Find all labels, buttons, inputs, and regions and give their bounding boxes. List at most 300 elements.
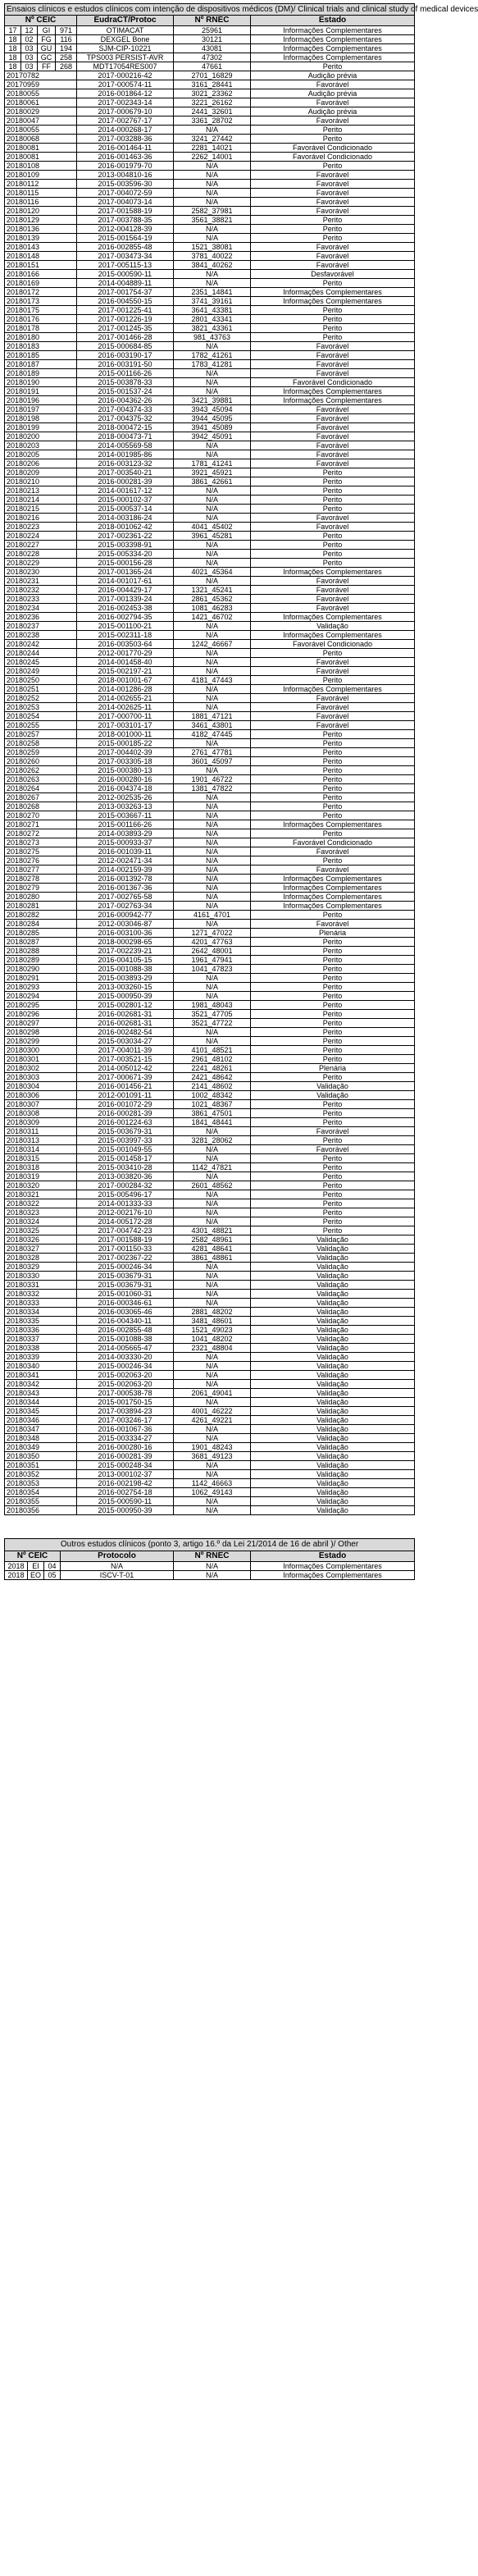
ceic-year: 18 <box>5 35 21 44</box>
eudract-cell: 2017-004072-59 <box>77 189 174 198</box>
table-row <box>5 44 415 53</box>
status-cell: Favorável <box>251 523 415 532</box>
table-row <box>5 288 415 297</box>
rnec-cell: N/A <box>174 838 251 847</box>
ceic-cell: 20180206 <box>5 459 77 468</box>
rnec-cell: N/A <box>174 811 251 820</box>
ceic-number: 04 <box>44 1562 61 1571</box>
ceic-cell: 20180289 <box>5 956 77 965</box>
eudract-cell: 2017-004374-33 <box>77 405 174 414</box>
status-cell: Validação <box>251 1470 415 1479</box>
ceic-cell: 20180231 <box>5 577 77 586</box>
ceic-cell: 20180047 <box>5 116 77 126</box>
table-row <box>5 622 415 631</box>
ceic-year: 18 <box>5 62 21 71</box>
rnec-cell: 47661 <box>174 62 251 71</box>
rnec-cell: N/A <box>174 198 251 207</box>
table-row <box>5 748 415 757</box>
table-row <box>5 1226 415 1235</box>
table-row <box>5 26 415 35</box>
status-cell: Validação <box>251 1461 415 1470</box>
table-row <box>5 965 415 974</box>
status-cell: Validação <box>251 1082 415 1091</box>
eudract-cell: 2014-002159-39 <box>77 866 174 875</box>
ceic-cell: 20180260 <box>5 757 77 766</box>
rnec-cell: 1041_47823 <box>174 965 251 974</box>
table-row <box>5 640 415 649</box>
table-row <box>5 875 415 884</box>
ceic-code: EO <box>28 1571 44 1580</box>
rnec-cell: N/A <box>174 793 251 802</box>
ceic-cell: 20180348 <box>5 1434 77 1443</box>
protocol-cell: DEXGEL Bone <box>77 35 174 44</box>
ceic-cell: 20180327 <box>5 1245 77 1254</box>
ceic-cell: 20180197 <box>5 405 77 414</box>
status-cell: Validação <box>251 1245 415 1254</box>
eudract-cell: 2014-002655-21 <box>77 694 174 703</box>
eudract-cell: 2015-000933-37 <box>77 838 174 847</box>
eudract-cell: 2018-000473-71 <box>77 432 174 441</box>
status-cell: Perito <box>251 965 415 974</box>
status-cell: Perito <box>251 956 415 965</box>
table-row <box>5 1335 415 1344</box>
rnec-cell: N/A <box>174 983 251 992</box>
rnec-cell: N/A <box>174 378 251 387</box>
rnec-cell: N/A <box>174 1425 251 1434</box>
rnec-cell: 1421_46702 <box>174 613 251 622</box>
status-cell: Favorável <box>251 721 415 730</box>
ceic-cell: 20180328 <box>5 1254 77 1263</box>
ceic-cell: 20180115 <box>5 189 77 198</box>
status-cell: Favorável <box>251 80 415 89</box>
eudract-cell: 2016-003190-17 <box>77 351 174 360</box>
eudract-cell: 2016-001367-36 <box>77 884 174 893</box>
table-row <box>5 929 415 938</box>
ceic-cell: 20180296 <box>5 1010 77 1019</box>
ceic-cell: 20180259 <box>5 748 77 757</box>
status-cell: Validação <box>251 1497 415 1506</box>
ceic-cell: 20180321 <box>5 1190 77 1199</box>
eudract-cell: 2016-002754-18 <box>77 1488 174 1497</box>
ceic-cell: 20180029 <box>5 107 77 116</box>
status-cell: Validação <box>251 1488 415 1497</box>
ceic-cell: 20180350 <box>5 1452 77 1461</box>
ceic-cell: 20180343 <box>5 1389 77 1398</box>
table-row <box>5 360 415 369</box>
status-cell: Perito <box>251 559 415 568</box>
table-row <box>5 80 415 89</box>
rnec-cell: 2061_49041 <box>174 1389 251 1398</box>
eudract-cell: 2016-002482-54 <box>77 1028 174 1037</box>
ceic-cell: 20180267 <box>5 793 77 802</box>
eudract-cell: 2018-001062-42 <box>77 523 174 532</box>
table-row <box>5 1461 415 1470</box>
table-row <box>5 658 415 667</box>
table-row <box>5 1407 415 1416</box>
status-cell: Validação <box>251 1317 415 1326</box>
ceic-cell: 20180330 <box>5 1272 77 1281</box>
status-cell: Favorável Condicionado <box>251 153 415 162</box>
eudract-cell: 2014-001458-40 <box>77 658 174 667</box>
eudract-cell: 2016-000281-39 <box>77 1452 174 1461</box>
table-row <box>5 730 415 739</box>
eudract-cell: 2016-004105-15 <box>77 956 174 965</box>
eudract-cell: 2015-003410-28 <box>77 1163 174 1172</box>
table-row <box>5 1380 415 1389</box>
status-cell: Perito <box>251 1181 415 1190</box>
table-row <box>5 1398 415 1407</box>
rnec-cell: 2861_45362 <box>174 595 251 604</box>
rnec-cell: 2262_14001 <box>174 153 251 162</box>
rnec-cell: 43081 <box>174 44 251 53</box>
eudract-cell: 2012-001091-11 <box>77 1091 174 1100</box>
ceic-code: GU <box>38 44 56 53</box>
eudract-cell: 2015-001166-26 <box>77 820 174 829</box>
rnec-cell: 1981_48043 <box>174 1001 251 1010</box>
eudract-cell: 2014-003186-24 <box>77 514 174 523</box>
rnec-cell: 2281_14021 <box>174 144 251 153</box>
ceic-cell: 20180353 <box>5 1479 77 1488</box>
rnec-cell: N/A <box>174 1434 251 1443</box>
rnec-cell: N/A <box>174 234 251 243</box>
table-row <box>5 568 415 577</box>
table-row <box>5 1353 415 1362</box>
eudract-cell: 2016-001392-78 <box>77 875 174 884</box>
table-row <box>5 703 415 712</box>
eudract-cell: 2014-003330-20 <box>77 1353 174 1362</box>
status-cell: Favorável <box>251 703 415 712</box>
ceic-cell: 20180329 <box>5 1263 77 1272</box>
status-cell: Favorável <box>251 514 415 523</box>
rnec-cell: N/A <box>174 225 251 234</box>
ceic-cell: 20180291 <box>5 974 77 983</box>
ceic-cell: 20180318 <box>5 1163 77 1172</box>
eudract-cell: 2017-002367-22 <box>77 1254 174 1263</box>
rnec-cell: N/A <box>174 126 251 135</box>
table-title: Ensaios clínicos e estudos clínicos com intenção de dispositivos médicos (DM)/ Clinical trials and clinical study of medical devices <box>5 4 415 16</box>
eudract-cell: 2016-004340-11 <box>77 1317 174 1326</box>
header-ceic: Nº CEIC <box>5 16 77 26</box>
other-title: Outros estudos clínicos (ponto 3, artigo 16.º da Lei 21/2014 de 16 de abril )/ Other <box>5 1539 415 1551</box>
table-row <box>5 1154 415 1163</box>
table-row <box>5 775 415 784</box>
status-cell: Informações Complementares <box>251 1562 415 1571</box>
eudract-cell: 2015-002801-12 <box>77 1001 174 1010</box>
eudract-cell: 2017-001365-24 <box>77 568 174 577</box>
eudract-cell: 2017-001588-19 <box>77 207 174 216</box>
eudract-cell: 2016-000281-39 <box>77 477 174 486</box>
ceic-cell: 20180339 <box>5 1353 77 1362</box>
ceic-cell: 20180055 <box>5 126 77 135</box>
other-header-rnec: Nº RNEC <box>174 1551 251 1562</box>
table-row <box>5 1100 415 1109</box>
eudract-cell: 2015-000950-39 <box>77 1506 174 1515</box>
eudract-cell: 2015-001100-21 <box>77 622 174 631</box>
ceic-cell: 20180297 <box>5 1019 77 1028</box>
status-cell: Informações Complementares <box>251 884 415 893</box>
eudract-cell: 2016-000346-61 <box>77 1299 174 1308</box>
table-row <box>5 550 415 559</box>
status-cell: Perito <box>251 1154 415 1163</box>
ceic-cell: 20180255 <box>5 721 77 730</box>
rnec-cell: N/A <box>174 1398 251 1407</box>
ceic-cell: 20180233 <box>5 595 77 604</box>
ceic-cell: 20180183 <box>5 342 77 351</box>
table-row <box>5 1389 415 1398</box>
status-cell: Favorável <box>251 586 415 595</box>
status-cell: Favorável <box>251 432 415 441</box>
rnec-cell: 2351_14841 <box>174 288 251 297</box>
status-cell: Perito <box>251 974 415 983</box>
eudract-cell: 2017-002343-14 <box>77 98 174 107</box>
table-row <box>5 432 415 441</box>
status-cell: Perito <box>251 1019 415 1028</box>
status-cell: Validação <box>251 1308 415 1317</box>
table-row <box>5 378 415 387</box>
status-cell: Perito <box>251 135 415 144</box>
rnec-cell: 2961_48102 <box>174 1055 251 1064</box>
rnec-cell: 3281_28062 <box>174 1136 251 1145</box>
table-row <box>5 1010 415 1019</box>
rnec-cell: N/A <box>174 162 251 171</box>
eudract-cell: 2015-002063-20 <box>77 1371 174 1380</box>
eudract-cell: 2015-001166-26 <box>77 369 174 378</box>
eudract-cell: 2015-000246-34 <box>77 1263 174 1272</box>
status-cell: Informações Complementares <box>251 820 415 829</box>
ceic-cell: 20180344 <box>5 1398 77 1407</box>
eudract-cell: 2015-003679-31 <box>77 1272 174 1281</box>
eudract-cell: 2014-001017-61 <box>77 577 174 586</box>
eudract-cell: 2017-001588-19 <box>77 1235 174 1245</box>
status-cell: Audição prévia <box>251 71 415 80</box>
eudract-cell: 2015-000590-11 <box>77 270 174 279</box>
rnec-cell: N/A <box>174 1272 251 1281</box>
ceic-cell: 20180356 <box>5 1506 77 1515</box>
ceic-cell: 20180172 <box>5 288 77 297</box>
eudract-cell: 2016-003503-64 <box>77 640 174 649</box>
ceic-cell: 20180323 <box>5 1208 77 1217</box>
table-row <box>5 441 415 450</box>
eudract-cell: 2014-004889-11 <box>77 279 174 288</box>
rnec-cell: 1041_48202 <box>174 1335 251 1344</box>
status-cell: Favorável <box>251 866 415 875</box>
ceic-cell: 20180270 <box>5 811 77 820</box>
rnec-cell: N/A <box>174 694 251 703</box>
status-cell: Favorável <box>251 171 415 180</box>
eudract-cell: 2015-003679-31 <box>77 1127 174 1136</box>
ceic-cell: 20180200 <box>5 432 77 441</box>
table-row <box>5 414 415 423</box>
table-row <box>5 811 415 820</box>
eudract-cell: 2017-003246-17 <box>77 1416 174 1425</box>
rnec-cell: 2801_43341 <box>174 315 251 324</box>
table-row <box>5 1145 415 1154</box>
table-row <box>5 35 415 44</box>
status-cell: Favorável <box>251 189 415 198</box>
eudract-cell: 2015-003667-11 <box>77 811 174 820</box>
table-row <box>5 405 415 414</box>
table-row <box>5 793 415 802</box>
eudract-cell: 2017-004073-14 <box>77 198 174 207</box>
status-cell: Favorável Condicionado <box>251 144 415 153</box>
ceic-code: GI <box>38 26 56 35</box>
status-cell: Validação <box>251 1389 415 1398</box>
status-cell: Validação <box>251 1506 415 1515</box>
table-row <box>5 198 415 207</box>
ceic-cell: 20180169 <box>5 279 77 288</box>
rnec-cell: 3481_48601 <box>174 1317 251 1326</box>
status-cell: Favorável Condicionado <box>251 378 415 387</box>
table-row <box>5 450 415 459</box>
ceic-cell: 20180196 <box>5 396 77 405</box>
ceic-cell: 20180139 <box>5 234 77 243</box>
rnec-cell: N/A <box>174 1208 251 1217</box>
eudract-cell: 2017-001150-33 <box>77 1245 174 1254</box>
status-cell: Favorável <box>251 360 415 369</box>
table-row <box>5 1317 415 1326</box>
eudract-cell: 2014-001617-12 <box>77 486 174 496</box>
status-cell: Validação <box>251 1235 415 1245</box>
table-row <box>5 1506 415 1515</box>
rnec-cell: N/A <box>174 369 251 378</box>
rnec-cell: 3561_38821 <box>174 216 251 225</box>
status-cell: Perito <box>251 1001 415 1010</box>
table-row <box>5 1434 415 1443</box>
ceic-cell: 20180210 <box>5 477 77 486</box>
rnec-cell: 3821_43361 <box>174 324 251 333</box>
table-row <box>5 974 415 983</box>
table-row <box>5 225 415 234</box>
status-cell: Perito <box>251 216 415 225</box>
ceic-cell: 20180279 <box>5 884 77 893</box>
table-row <box>5 1362 415 1371</box>
ceic-cell: 20180341 <box>5 1371 77 1380</box>
rnec-cell: 4261_49221 <box>174 1416 251 1425</box>
ceic-cell: 20180185 <box>5 351 77 360</box>
ceic-code: EI <box>28 1562 44 1571</box>
status-cell: Perito <box>251 748 415 757</box>
table-row <box>5 396 415 405</box>
ceic-cell: 20180237 <box>5 622 77 631</box>
table-row <box>5 920 415 929</box>
status-cell: Validação <box>251 1443 415 1452</box>
status-cell: Perito <box>251 279 415 288</box>
table-row <box>5 477 415 486</box>
eudract-cell: 2015-001088-38 <box>77 965 174 974</box>
table-row <box>5 1488 415 1497</box>
table-row <box>5 423 415 432</box>
status-cell: Perito <box>251 856 415 866</box>
rnec-cell: 4101_48521 <box>174 1046 251 1055</box>
table-row <box>5 1073 415 1082</box>
rnec-cell: 1021_48367 <box>174 1100 251 1109</box>
ceic-cell: 20180285 <box>5 929 77 938</box>
status-cell: Favorável <box>251 694 415 703</box>
status-cell: Perito <box>251 911 415 920</box>
status-cell: Informações Complementares <box>251 297 415 306</box>
status-cell: Favorável <box>251 604 415 613</box>
eudract-cell: 2018-001001-67 <box>77 676 174 685</box>
status-cell: Favorável <box>251 712 415 721</box>
table-row <box>5 486 415 496</box>
status-cell: Informações Complementares <box>251 568 415 577</box>
ceic-cell: 20180262 <box>5 766 77 775</box>
rnec-cell: N/A <box>174 1172 251 1181</box>
status-cell: Perito <box>251 126 415 135</box>
status-cell: Perito <box>251 983 415 992</box>
rnec-cell: N/A <box>174 1497 251 1506</box>
eudract-cell: 2017-000671-39 <box>77 1073 174 1082</box>
other-studies-table <box>4 1538 415 1580</box>
ceic-cell: 20180352 <box>5 1470 77 1479</box>
ceic-cell: 20180252 <box>5 694 77 703</box>
table-row <box>5 180 415 189</box>
rnec-cell: N/A <box>174 496 251 505</box>
ceic-cell: 20180250 <box>5 676 77 685</box>
rnec-cell: N/A <box>174 893 251 902</box>
status-cell: Perito <box>251 730 415 739</box>
rnec-cell: N/A <box>174 622 251 631</box>
table-row <box>5 757 415 766</box>
rnec-cell: N/A <box>174 820 251 829</box>
table-row <box>5 496 415 505</box>
rnec-cell: N/A <box>174 1299 251 1308</box>
rnec-cell: N/A <box>174 342 251 351</box>
ceic-number: 05 <box>44 1571 61 1580</box>
rnec-cell: N/A <box>174 1028 251 1037</box>
rnec-cell: N/A <box>174 441 251 450</box>
status-cell: Informações Complementares <box>251 44 415 53</box>
ceic-cell: 20180203 <box>5 441 77 450</box>
eudract-cell: 2017-003788-35 <box>77 216 174 225</box>
status-cell: Validação <box>251 1299 415 1308</box>
rnec-cell: 3521_47705 <box>174 1010 251 1019</box>
status-cell: Perito <box>251 775 415 784</box>
ceic-cell: 20180340 <box>5 1362 77 1371</box>
ceic-cell: 20180257 <box>5 730 77 739</box>
eudract-cell: 2017-000679-10 <box>77 107 174 116</box>
table-row <box>5 856 415 866</box>
eudract-cell: 2016-004429-17 <box>77 586 174 595</box>
rnec-cell: 3942_45091 <box>174 432 251 441</box>
eudract-cell: 2015-001750-15 <box>77 1398 174 1407</box>
ceic-cell: 20180293 <box>5 983 77 992</box>
status-cell: Informações Complementares <box>251 685 415 694</box>
table-row <box>5 342 415 351</box>
rnec-cell: N/A <box>174 279 251 288</box>
eudract-cell: 2015-002311-18 <box>77 631 174 640</box>
table-row <box>5 1037 415 1046</box>
eudract-cell: 2012-002176-10 <box>77 1208 174 1217</box>
rnec-cell: 1242_46667 <box>174 640 251 649</box>
ceic-cell: 20180264 <box>5 784 77 793</box>
ceic-cell: 20180280 <box>5 893 77 902</box>
table-row <box>5 1028 415 1037</box>
ceic-cell: 20180307 <box>5 1100 77 1109</box>
rnec-cell: N/A <box>174 1562 251 1571</box>
ceic-cell: 20180229 <box>5 559 77 568</box>
table-row <box>5 820 415 829</box>
status-cell: Desfavorável <box>251 270 415 279</box>
status-cell: Perito <box>251 225 415 234</box>
rnec-cell: N/A <box>174 577 251 586</box>
rnec-cell: N/A <box>174 1037 251 1046</box>
status-cell: Favorável <box>251 207 415 216</box>
protocol-cell: ISCV-T-01 <box>61 1571 174 1580</box>
status-cell: Perito <box>251 477 415 486</box>
table-row <box>5 1299 415 1308</box>
eudract-cell: 2018-001000-11 <box>77 730 174 739</box>
